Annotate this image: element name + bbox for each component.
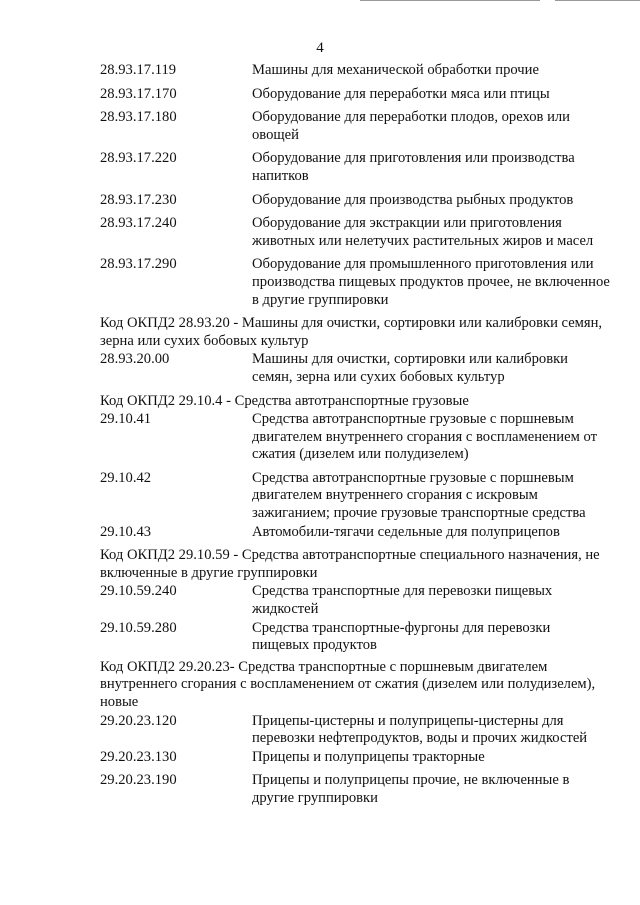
top-edge-line [555, 0, 640, 1]
classification-row [100, 620, 610, 655]
okpd2-section-heading: Код ОКПД2 28.93.20 - Машины для очистки, сортировки или калибровки семян, зерна или сухих бобовых культур [100, 315, 603, 349]
okpd2-code: 28.93.20.00 [100, 351, 170, 368]
okpd2-code: 29.10.42 [100, 469, 152, 486]
classification-row [100, 772, 610, 807]
okpd2-section-heading: Код ОКПД2 29.10.59 - Средства автотранспортные специального назначения, не включенные в другие группировки [100, 547, 600, 581]
okpd2-section-heading: Код ОКПД2 29.20.23- Средства транспортные с поршневым двигателем внутреннего сгорания с воспламенением от сжатия (дизелем или полудизелем), новые [100, 658, 596, 710]
classification-row [100, 351, 610, 386]
okpd2-code: 28.93.17.290 [100, 256, 177, 273]
okpd2-code: 29.10.41 [100, 411, 152, 428]
classification-row [100, 86, 610, 104]
page-number: 4 [316, 40, 324, 56]
okpd2-section-heading: Код ОКПД2 29.10.4 - Средства автотранспортные грузовые [100, 392, 469, 409]
okpd2-code: 29.10.59.240 [100, 583, 177, 600]
classification-row [100, 256, 610, 309]
okpd2-code: 28.93.17.119 [100, 62, 177, 78]
okpd2-description: Прицепы и полуприцепы тракторные [252, 748, 485, 765]
okpd2-description: Прицепы-цистерны и полуприцепы-цистерны для перевозки нефтепродуктов, воды и прочих жидкостей [252, 712, 588, 747]
okpd2-code: 29.10.43 [100, 523, 152, 540]
classification-row [100, 524, 610, 542]
okpd2-code: 29.20.23.130 [100, 748, 177, 765]
okpd2-code: 29.10.59.280 [100, 619, 177, 636]
okpd2-description: Средства транспортные для перевозки пищевых жидкостей [252, 583, 553, 618]
okpd2-description: Средства автотранспортные грузовые с поршневым двигателем внутреннего сгорания с воспламенением от сжатия (дизелем или полудизелем) [252, 411, 597, 463]
okpd2-description: Оборудование для промышленного приготовления или производства пищевых продуктов прочее, не включенное в другие группировки [252, 256, 610, 308]
okpd2-code: 28.93.17.180 [100, 109, 177, 126]
classification-row [100, 713, 610, 748]
okpd2-description: Оборудование для переработки мяса или птицы [252, 85, 550, 102]
classification-row [100, 150, 610, 185]
classification-row [100, 192, 610, 210]
okpd2-description: Прицепы и полуприцепы прочие, не включенные в другие группировки [252, 772, 570, 806]
okpd2-code: 29.20.23.120 [100, 712, 177, 729]
okpd2-description: Оборудование для приготовления или производства напитков [252, 150, 575, 184]
okpd2-description: Автомобили-тягачи седельные для полуприцепов [252, 523, 560, 540]
classification-row [100, 62, 610, 80]
okpd2-description: Оборудование для производства рыбных продуктов [252, 191, 574, 208]
document-body [100, 62, 610, 814]
okpd2-description: Машины для очистки, сортировки или калибровки семян, зерна или сухих бобовых культур [252, 351, 568, 385]
okpd2-description: Машины для механической обработки прочие [252, 62, 539, 78]
okpd2-description: Оборудование для переработки плодов, орехов или овощей [252, 109, 570, 143]
top-edge-line [360, 0, 540, 1]
classification-row [100, 583, 610, 618]
okpd2-code: 28.93.17.170 [100, 85, 177, 102]
okpd2-description: Средства транспортные-фургоны для перевозки пищевых продуктов [252, 619, 551, 654]
classification-row [100, 411, 610, 464]
classification-row [100, 470, 610, 523]
okpd2-code: 28.93.17.230 [100, 191, 177, 208]
classification-row [100, 215, 610, 250]
classification-row [100, 109, 610, 144]
classification-row [100, 749, 610, 767]
okpd2-code: 28.93.17.240 [100, 215, 177, 232]
okpd2-code: 29.20.23.190 [100, 772, 177, 789]
okpd2-description: Оборудование для экстракции или приготовления животных или нелетучих растительных жиров и масел [252, 215, 594, 249]
okpd2-code: 28.93.17.220 [100, 150, 177, 167]
okpd2-description: Средства автотранспортные грузовые с поршневым двигателем внутреннего сгорания с искровым зажиганием; прочие грузовые транспортные средства [252, 469, 586, 522]
